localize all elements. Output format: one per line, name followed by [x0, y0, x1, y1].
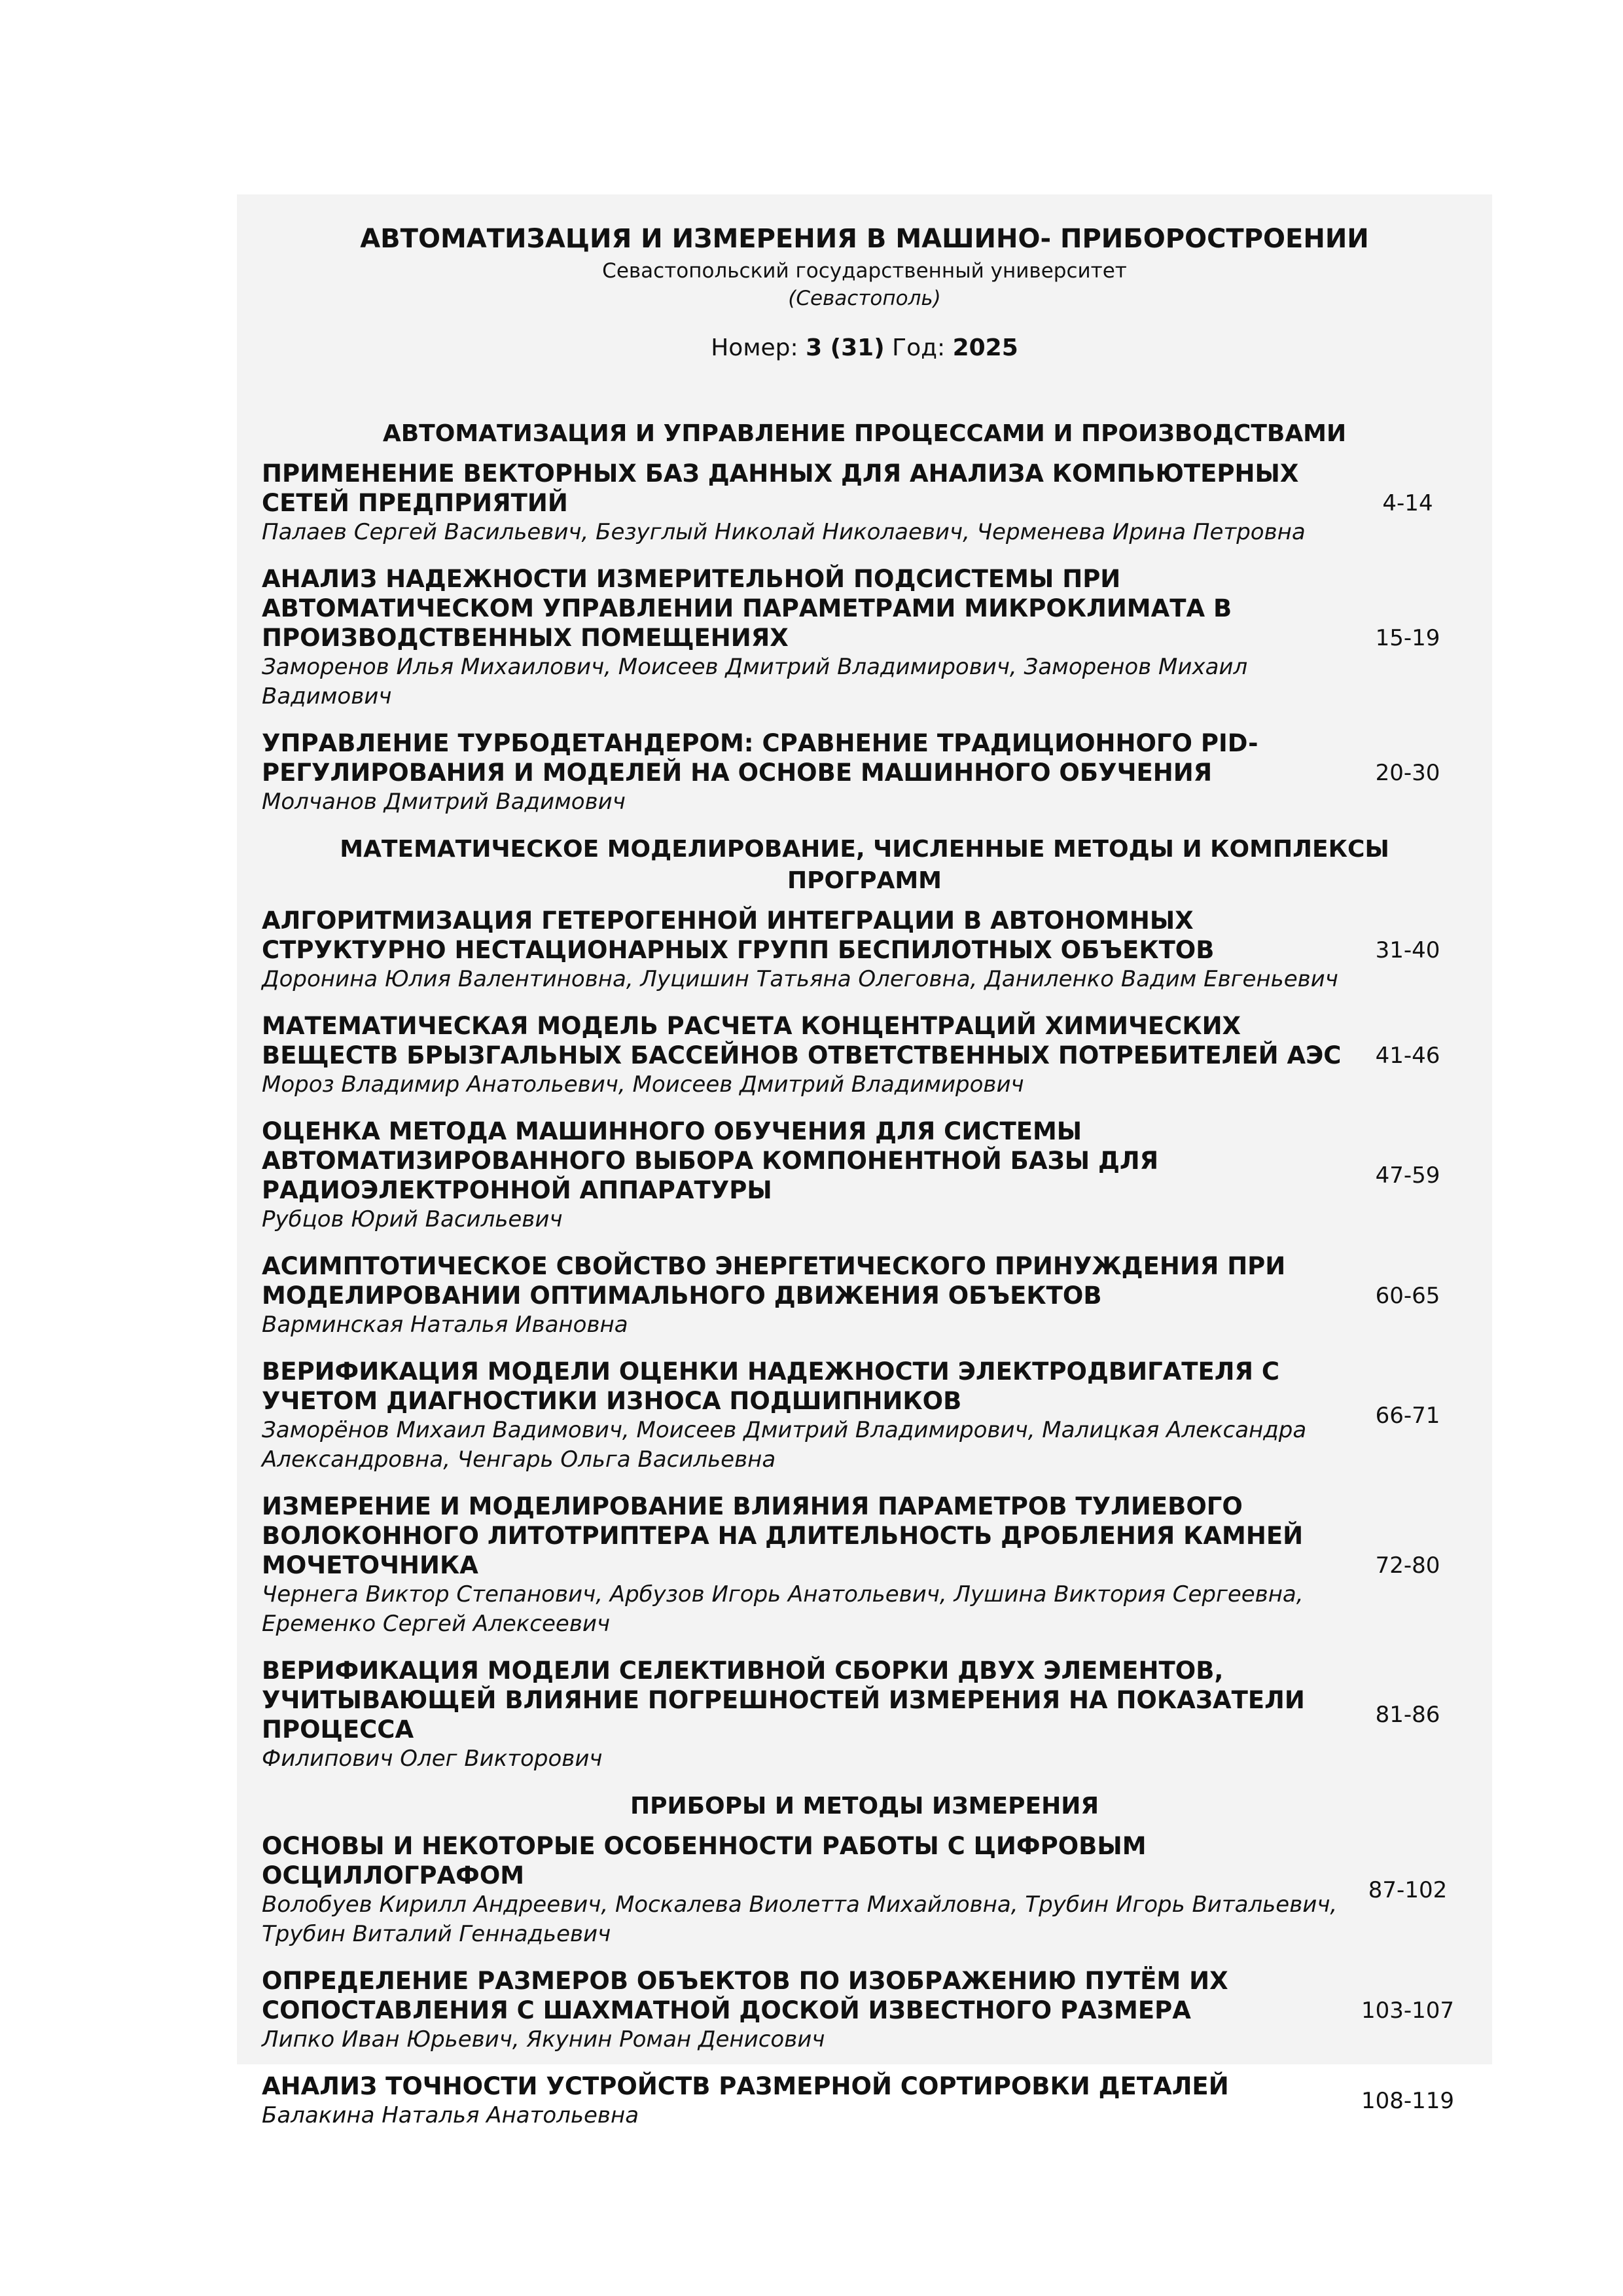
issue-number: 3 (31)	[806, 334, 885, 361]
journal-title: АВТОМАТИЗАЦИЯ И ИЗМЕРЕНИЯ В МАШИНО- ПРИБОРОСТРОЕНИИ	[360, 224, 1369, 254]
university-name: Севастопольский государственный университет	[602, 259, 1127, 283]
page-range: 103-107	[1361, 1997, 1455, 2024]
page-range: 108-119	[1361, 2088, 1455, 2114]
entry-text	[262, 1117, 1348, 1234]
entry-text	[262, 1492, 1348, 1639]
toc-entry[interactable]	[262, 728, 1467, 817]
section-heading: АВТОМАТИЗАЦИЯ И УПРАВЛЕНИЕ ПРОЦЕССАМИ И ПРОИЗВОДСТВАМИ	[382, 420, 1347, 447]
toc-entry[interactable]	[262, 1656, 1467, 1774]
page-range: 72-80	[1375, 1552, 1440, 1579]
entry-text	[262, 1656, 1348, 1774]
page-range: 31-40	[1375, 937, 1440, 963]
article-authors: Варминская Наталья Ивановна	[262, 1312, 628, 1338]
entry-text	[262, 1966, 1348, 2054]
issue-label: Номер:	[711, 334, 798, 361]
page-range: 4-14	[1382, 490, 1433, 516]
year-value: 2025	[952, 334, 1018, 361]
entry-text	[262, 1011, 1348, 1100]
entry-text	[262, 728, 1348, 817]
article-authors: Балакина Наталья Анатольевна	[262, 2102, 639, 2128]
article-authors: Заморёнов Михаил Вадимович, Моисеев Дмитрий Владимирович, Малицкая Александра Александровна, Ченгарь Ольга Васильевна	[262, 1417, 1307, 1473]
article-authors: Молчанов Дмитрий Вадимович	[262, 789, 626, 815]
entry-text	[262, 2072, 1348, 2130]
page-range: 47-59	[1375, 1162, 1440, 1189]
page-range: 20-30	[1375, 759, 1440, 786]
article-title[interactable]: АНАЛИЗ ТОЧНОСТИ УСТРОЙСТВ РАЗМЕРНОЙ СОРТИРОВКИ ДЕТАЛЕЙ	[262, 2072, 1229, 2100]
article-authors: Филипович Олег Викторович	[262, 1746, 603, 1772]
section-heading: МАТЕМАТИЧЕСКОЕ МОДЕЛИРОВАНИЕ, ЧИСЛЕННЫЕ МЕТОДЫ И КОМПЛЕКСЫ ПРОГРАММ	[340, 836, 1389, 894]
toc-entry[interactable]	[262, 1966, 1467, 2054]
article-title[interactable]: ИЗМЕРЕНИЕ И МОДЕЛИРОВАНИЕ ВЛИЯНИЯ ПАРАМЕТРОВ ТУЛИЕВОГО ВОЛОКОННОГО ЛИТОТРИПТЕРА НА ДЛИТЕЛЬНОСТЬ ДРОБЛЕНИЯ КАМНЕЙ МОЧЕТОЧНИКА	[262, 1492, 1304, 1579]
page-range: 66-71	[1375, 1403, 1440, 1429]
entry-text	[262, 906, 1348, 994]
page-range: 41-46	[1375, 1042, 1440, 1069]
toc-entry[interactable]	[262, 1011, 1467, 1100]
entry-text	[262, 1831, 1348, 1949]
article-authors: Липко Иван Юрьевич, Якунин Роман Денисович	[262, 2026, 825, 2053]
toc-list	[262, 418, 1467, 2130]
article-title[interactable]: ВЕРИФИКАЦИЯ МОДЕЛИ СЕЛЕКТИВНОЙ СБОРКИ ДВУХ ЭЛЕМЕНТОВ, УЧИТЫВАЮЩЕЙ ВЛИЯНИЕ ПОГРЕШНОСТЕЙ ИЗМЕРЕНИЯ НА ПОКАЗАТЕЛИ ПРОЦЕССА	[262, 1657, 1305, 1744]
article-title[interactable]: МАТЕМАТИЧЕСКАЯ МОДЕЛЬ РАСЧЕТА КОНЦЕНТРАЦИЙ ХИМИЧЕСКИХ ВЕЩЕСТВ БРЫЗГАЛЬНЫХ БАССЕЙНОВ ОТВЕТСТВЕННЫХ ПОТРЕБИТЕЛЕЙ АЭС	[262, 1012, 1342, 1069]
article-authors: Чернега Виктор Степанович, Арбузов Игорь Анатольевич, Лушина Виктория Сергеевна, Еременко Сергей Алексеевич	[262, 1581, 1304, 1637]
toc-entry[interactable]	[262, 2072, 1467, 2130]
article-title[interactable]: ОПРЕДЕЛЕНИЕ РАЗМЕРОВ ОБЪЕКТОВ ПО ИЗОБРАЖЕНИЮ ПУТЁМ ИХ СОПОСТАВЛЕНИЯ С ШАХМАТНОЙ ДОСКОЙ ИЗВЕСТНОГО РАЗМЕРА	[262, 1967, 1228, 2024]
article-title[interactable]: АЛГОРИТМИЗАЦИЯ ГЕТЕРОГЕННОЙ ИНТЕГРАЦИИ В АВТОНОМНЫХ СТРУКТУРНО НЕСТАЦИОНАРНЫХ ГРУПП БЕСПИЛОТНЫХ ОБЪЕКТОВ	[262, 906, 1215, 964]
article-title[interactable]: ВЕРИФИКАЦИЯ МОДЕЛИ ОЦЕНКИ НАДЕЖНОСТИ ЭЛЕКТРОДВИГАТЕЛЯ С УЧЕТОМ ДИАГНОСТИКИ ИЗНОСА ПОДШИПНИКОВ	[262, 1357, 1280, 1415]
article-title[interactable]: ОСНОВЫ И НЕКОТОРЫЕ ОСОБЕННОСТИ РАБОТЫ С ЦИФРОВЫМ ОСЦИЛЛОГРАФОМ	[262, 1832, 1147, 1890]
toc-entry[interactable]	[262, 564, 1467, 711]
toc-entry[interactable]	[262, 1831, 1467, 1949]
toc-entry[interactable]	[262, 1251, 1467, 1340]
journal-header	[262, 221, 1467, 365]
toc-entry[interactable]	[262, 459, 1467, 547]
entry-text	[262, 1251, 1348, 1340]
page-range: 15-19	[1375, 624, 1440, 651]
entry-text	[262, 1357, 1348, 1475]
article-title[interactable]: ОЦЕНКА МЕТОДА МАШИННОГО ОБУЧЕНИЯ ДЛЯ СИСТЕМЫ АВТОМАТИЗИРОВАННОГО ВЫБОРА КОМПОНЕНТНОЙ БАЗЫ ДЛЯ РАДИОЭЛЕКТРОННОЙ АППАРАТУРЫ	[262, 1117, 1159, 1204]
page-range: 81-86	[1375, 1702, 1440, 1728]
page-range: 60-65	[1375, 1282, 1440, 1309]
entry-text	[262, 459, 1348, 547]
toc-entry[interactable]	[262, 1117, 1467, 1234]
article-title[interactable]: ПРИМЕНЕНИЕ ВЕКТОРНЫХ БАЗ ДАННЫХ ДЛЯ АНАЛИЗА КОМПЬЮТЕРНЫХ СЕТЕЙ ПРЕДПРИЯТИЙ	[262, 459, 1299, 517]
year-label: Год:	[892, 334, 946, 361]
page-range: 87-102	[1368, 1877, 1448, 1903]
section-heading: ПРИБОРЫ И МЕТОДЫ ИЗМЕРЕНИЯ	[630, 1793, 1099, 1820]
article-authors: Доронина Юлия Валентиновна, Луцишин Татьяна Олеговна, Даниленко Вадим Евгеньевич	[262, 966, 1338, 992]
toc-entry[interactable]	[262, 1357, 1467, 1475]
toc-entry[interactable]	[262, 1492, 1467, 1639]
article-authors: Палаев Сергей Васильевич, Безуглый Николай Николаевич, Черменева Ирина Петровна	[262, 519, 1306, 545]
article-authors: Мороз Владимир Анатольевич, Моисеев Дмитрий Владимирович	[262, 1071, 1024, 1098]
article-title[interactable]: АСИМПТОТИЧЕСКОЕ СВОЙСТВО ЭНЕРГЕТИЧЕСКОГО ПРИНУЖДЕНИЯ ПРИ МОДЕЛИРОВАНИИ ОПТИМАЛЬНОГО ДВИЖЕНИЯ ОБЪЕКТОВ	[262, 1252, 1286, 1310]
article-authors: Рубцов Юрий Васильевич	[262, 1206, 563, 1232]
toc-entry[interactable]	[262, 906, 1467, 994]
city-name: (Севастополь)	[788, 287, 941, 310]
article-authors: Заморенов Илья Михаилович, Моисеев Дмитрий Владимирович, Заморенов Михаил Вадимович	[262, 654, 1248, 709]
entry-text	[262, 564, 1348, 711]
article-authors: Волобуев Кирилл Андреевич, Москалева Виолетта Михайловна, Трубин Игорь Витальевич, Трубин Виталий Геннадьевич	[262, 1892, 1338, 1947]
issue-line	[262, 332, 1467, 365]
table-of-contents-panel	[237, 194, 1492, 2128]
article-title[interactable]: УПРАВЛЕНИЕ ТУРБОДЕТАНДЕРОМ: СРАВНЕНИЕ ТРАДИЦИОННОГО PID-РЕГУЛИРОВАНИЯ И МОДЕЛЕЙ НА ОСНОВЕ МАШИННОГО ОБУЧЕНИЯ	[262, 729, 1258, 787]
article-title[interactable]: АНАЛИЗ НАДЕЖНОСТИ ИЗМЕРИТЕЛЬНОЙ ПОДСИСТЕМЫ ПРИ АВТОМАТИЧЕСКОМ УПРАВЛЕНИИ ПАРАМЕТРАМИ МИКРОКЛИМАТА В ПРОИЗВОДСТВЕННЫХ ПОМЕЩЕНИЯХ	[262, 565, 1232, 652]
